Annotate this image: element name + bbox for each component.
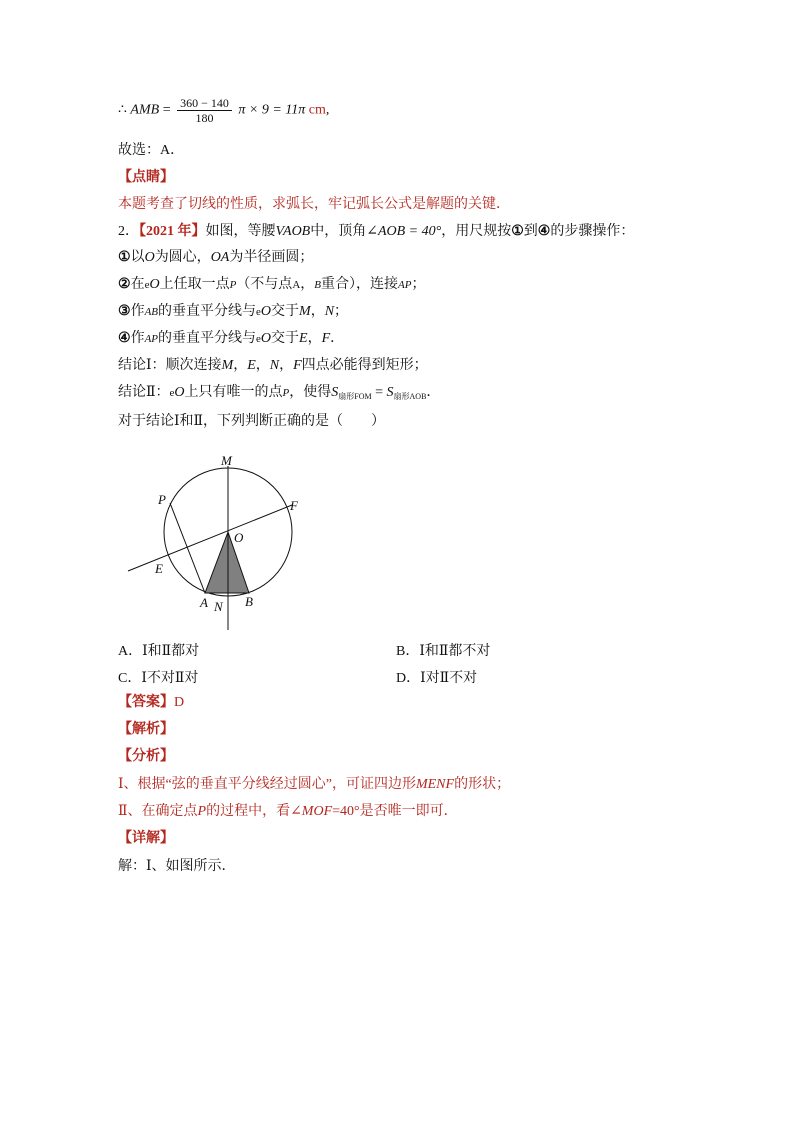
step-text: 作 xyxy=(130,304,145,319)
step-mark: ② xyxy=(118,277,131,292)
step-from: ① xyxy=(511,224,524,239)
area-symbol: S xyxy=(331,385,339,400)
segment-ab: AB xyxy=(144,306,159,318)
question-stem xyxy=(118,223,634,241)
label-m: M xyxy=(221,453,232,468)
step-3 xyxy=(118,303,348,321)
xiangjie-label: 【详解】 xyxy=(118,831,174,846)
formula-rest: π × 9 = 11π xyxy=(238,102,306,118)
point-n: N xyxy=(269,358,280,373)
perpendicular-bisector-ap xyxy=(128,505,292,571)
point-f: F xyxy=(293,358,302,373)
circle-symbol: e xyxy=(256,306,261,318)
therefore-symbol: ∴ xyxy=(118,102,127,118)
fraction-numerator: 360 − 140 xyxy=(177,96,232,111)
fenxi-1 xyxy=(118,776,510,794)
conclusion-text: ， xyxy=(233,358,248,373)
point-o: O xyxy=(149,277,160,292)
step-mark: ③ xyxy=(118,304,131,319)
fraction-denominator: 180 xyxy=(195,111,214,125)
conclusion-text: ． xyxy=(426,385,441,400)
answer-value: D xyxy=(174,695,185,710)
step-text: ； xyxy=(334,304,349,319)
step-text: ， xyxy=(307,331,322,346)
step-text: 上任取一点 xyxy=(159,277,230,292)
point-e: E xyxy=(299,331,308,346)
option-letter: D． xyxy=(396,671,421,686)
question-number: 2． xyxy=(118,224,139,239)
fenxi-text: =40°是否唯一即可． xyxy=(332,804,458,819)
label-p: P xyxy=(158,492,166,507)
geometry-figure xyxy=(118,448,318,633)
step-text: ． xyxy=(330,331,345,346)
point-m: M xyxy=(299,304,311,319)
stem-text: 中，顶角 xyxy=(310,224,367,239)
fenxi-label: 【分析】 xyxy=(118,749,174,764)
quad-menf: MENF xyxy=(415,777,455,792)
step-text: 交于 xyxy=(271,331,300,346)
step-mark: ① xyxy=(118,250,131,265)
conclusion-text: 上只有唯一的点 xyxy=(184,385,283,400)
formula-line xyxy=(118,96,329,125)
step-text: 以 xyxy=(130,250,145,265)
fraction xyxy=(177,96,232,125)
conclusion-text: 结论Ⅰ：顺次连接 xyxy=(118,358,222,373)
step-text: （不与点 xyxy=(236,277,293,292)
xiangjie-text: 解：Ⅰ、如图所示． xyxy=(118,859,236,874)
step-text: 重合），连接 xyxy=(321,277,398,292)
point-e: E xyxy=(247,358,256,373)
formula-unit: cm xyxy=(308,102,326,118)
step-1 xyxy=(118,249,313,267)
arc-label: AMB xyxy=(130,102,160,118)
step-2 xyxy=(118,276,425,294)
conclusion-2 xyxy=(118,384,440,406)
step-to: ④ xyxy=(537,224,551,239)
answer-line xyxy=(118,694,184,712)
option-d[interactable] xyxy=(396,667,477,687)
option-text: Ⅰ和Ⅱ都不对 xyxy=(419,644,491,659)
point-o: O xyxy=(260,304,272,319)
point-o: O xyxy=(260,331,272,346)
label-f: F xyxy=(290,498,298,513)
dianjing-text: 本题考查了切线的性质，求弧长，牢记弧长公式是解题的关键． xyxy=(118,197,510,212)
step-text: 交于 xyxy=(271,304,300,319)
formula-tail: , xyxy=(325,102,330,118)
segment-ap: AP xyxy=(398,279,412,291)
equals-sign: = xyxy=(162,102,171,118)
area-symbol: S xyxy=(386,385,394,400)
step-text: ， xyxy=(310,304,325,319)
jiexi-label: 【解析】 xyxy=(118,722,174,737)
label-n: N xyxy=(214,599,223,614)
step-4 xyxy=(118,330,344,348)
stem-text: ，用尺规按 xyxy=(441,224,512,239)
stem-text: 的步骤操作： xyxy=(550,224,635,239)
point-m: M xyxy=(221,358,234,373)
triangle-name: VAOB xyxy=(275,224,311,239)
option-letter: A． xyxy=(118,644,143,659)
angle-mof: ∠MOF xyxy=(290,804,333,819)
conclusion-text: ，使得 xyxy=(289,385,332,400)
fenxi-2 xyxy=(118,803,458,821)
step-text: 的垂直平分线与 xyxy=(158,331,257,346)
area-subscript: 扇形AOB xyxy=(393,392,427,401)
question-ask: 对于结论Ⅰ和Ⅱ，下列判断正确的是（ ） xyxy=(118,414,386,429)
segment-oa: OA xyxy=(210,250,230,265)
fenxi-text: Ⅰ、根据“弦的垂直平分线经过圆心”，可证四边形 xyxy=(118,777,416,792)
chord-ap xyxy=(170,503,205,593)
point-p: P xyxy=(282,387,290,399)
step-text: ； xyxy=(411,277,426,292)
conclusion-text: 结论Ⅱ： xyxy=(118,385,170,400)
label-e: E xyxy=(155,561,163,576)
segment-ap: AP xyxy=(144,333,159,345)
step-mark: ④ xyxy=(118,331,131,346)
point-p: P xyxy=(197,804,207,819)
point-b: B xyxy=(314,279,321,291)
dianjing-label: 【点睛】 xyxy=(118,170,174,185)
option-text: Ⅰ不对Ⅱ对 xyxy=(141,671,199,686)
option-c[interactable] xyxy=(118,667,198,687)
circle-symbol: e xyxy=(256,333,261,345)
area-subscript: 扇形FOM xyxy=(338,392,372,401)
option-a[interactable] xyxy=(118,640,199,660)
fenxi-text: 的形状； xyxy=(454,777,511,792)
label-o: O xyxy=(234,530,244,545)
conclusion-text: 四点必能得到矩形； xyxy=(301,358,428,373)
year-tag: 【2021 年】 xyxy=(139,224,206,239)
label-b: B xyxy=(245,594,253,609)
step-text: ， xyxy=(300,277,315,292)
answer-choice-line: 故选：A． xyxy=(118,143,185,158)
point-p: P xyxy=(229,279,237,291)
step-text: 作 xyxy=(130,331,145,346)
option-text: Ⅰ和Ⅱ都对 xyxy=(142,644,200,659)
step-text: 为圆心， xyxy=(154,250,211,265)
point-o: O xyxy=(144,250,155,265)
circle-symbol: e xyxy=(144,279,150,291)
point-f: F xyxy=(321,331,331,346)
fenxi-text: Ⅱ、在确定点 xyxy=(118,804,198,819)
point-o: O xyxy=(174,385,185,400)
answer-label: 【答案】 xyxy=(118,695,174,710)
fenxi-text: 的过程中，看 xyxy=(206,804,291,819)
conclusion-text: ， xyxy=(279,358,294,373)
stem-text: 到 xyxy=(523,224,538,239)
option-b[interactable] xyxy=(396,640,490,660)
option-letter: B． xyxy=(396,644,420,659)
step-text: 的垂直平分线与 xyxy=(158,304,257,319)
conclusion-1 xyxy=(118,357,428,375)
point-n: N xyxy=(324,304,335,319)
angle-value: ∠AOB = 40° xyxy=(366,224,442,239)
option-letter: C． xyxy=(118,671,142,686)
label-a: A xyxy=(200,595,208,610)
step-text: 为半径画圆； xyxy=(229,250,314,265)
option-text: Ⅰ对Ⅱ不对 xyxy=(420,671,478,686)
circle-symbol: e xyxy=(169,387,175,399)
step-text: 在 xyxy=(130,277,145,292)
equals-sign: = xyxy=(371,385,387,400)
point-a: A xyxy=(292,279,301,291)
conclusion-text: ， xyxy=(255,358,270,373)
stem-text: 如图，等腰 xyxy=(205,224,276,239)
